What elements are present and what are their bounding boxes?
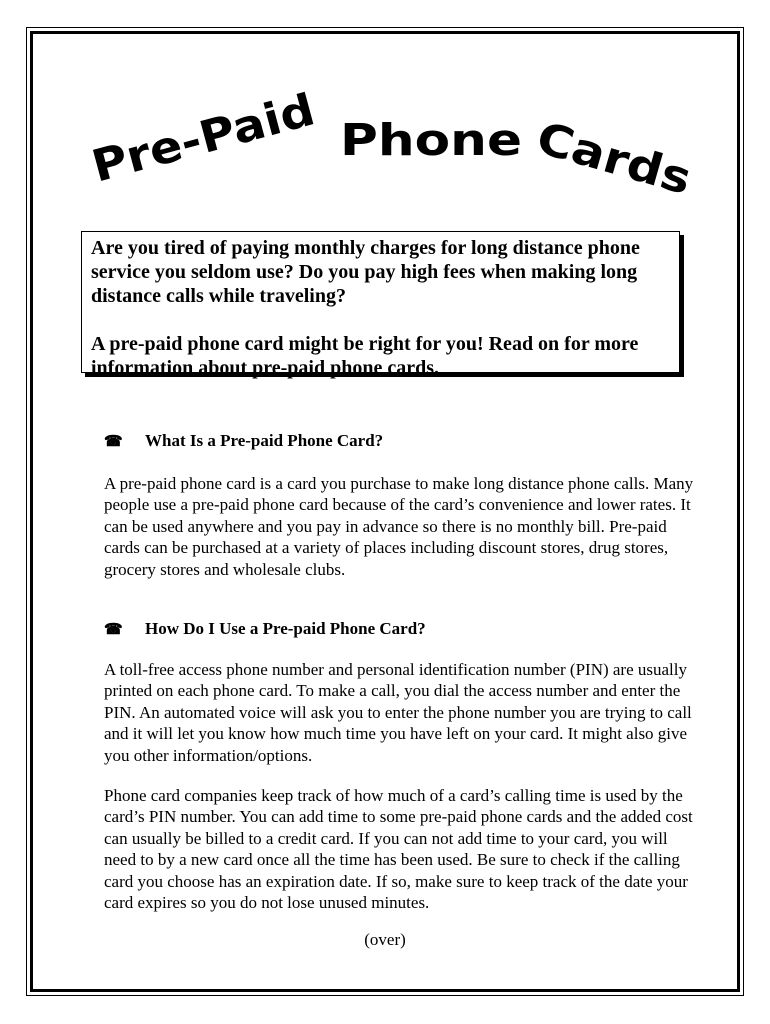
page-title: [0, 0, 770, 230]
title-word-prepaid: Pre-Paid: [86, 89, 303, 193]
intro-question: Are you tired of paying monthly charges for long distance phone service you seldom use? Do you pay high fees when making long distance calls while traveling?: [91, 237, 640, 307]
section-what-paragraph: A pre-paid phone card is a card you purchase to make long distance phone calls. Many people use a pre-paid phone card because of the card’s convenience and lower rates. It can be used anywhere and you pay in advance so there is no monthly bill. Pre-paid cards can be purchased at a variety of places including discount stores, drug stores, grocery stores and wholesale clubs.: [104, 474, 694, 579]
section-heading-how-text: How Do I Use a Pre-paid Phone Card?: [145, 619, 426, 638]
intro-box: [81, 231, 680, 379]
title-word-phone: Phone: [340, 115, 522, 166]
section-how-paragraph-1: A toll-free access phone number and personal identification number (PIN) are usually printed on each phone card. To make a call, you dial the access number and enter the PIN. An automated voice will ask you to enter the phone number you are trying to call and it will let you know how much time you have left on your card. It might also give you other information/options.: [104, 660, 692, 765]
section-heading-how: [104, 619, 426, 640]
section-how-paragraph-2: Phone card companies keep track of how much of a card’s calling time is used by the card’s PIN number. You can add time to some pre-paid phone cards and the added cost can usually be billed to a credit card. If you can not add time to your card, you will need to by a new card once all the time has been used. Be sure to check if the calling card you choose has an expiration date. If so, make sure to keep track of the date your card expires so you do not lose unused minutes.: [104, 786, 693, 913]
section-heading-what: [104, 431, 383, 452]
telephone-icon: ☎: [104, 434, 123, 450]
intro-answer: A pre-paid phone card might be right for you! Read on for more information about pre-paid phone cards.: [91, 333, 639, 379]
section-heading-what-text: What Is a Pre-paid Phone Card?: [145, 431, 384, 450]
continuation-note: (over): [364, 930, 406, 949]
telephone-icon: ☎: [104, 622, 123, 638]
title-word-cards: Cards: [530, 112, 681, 201]
